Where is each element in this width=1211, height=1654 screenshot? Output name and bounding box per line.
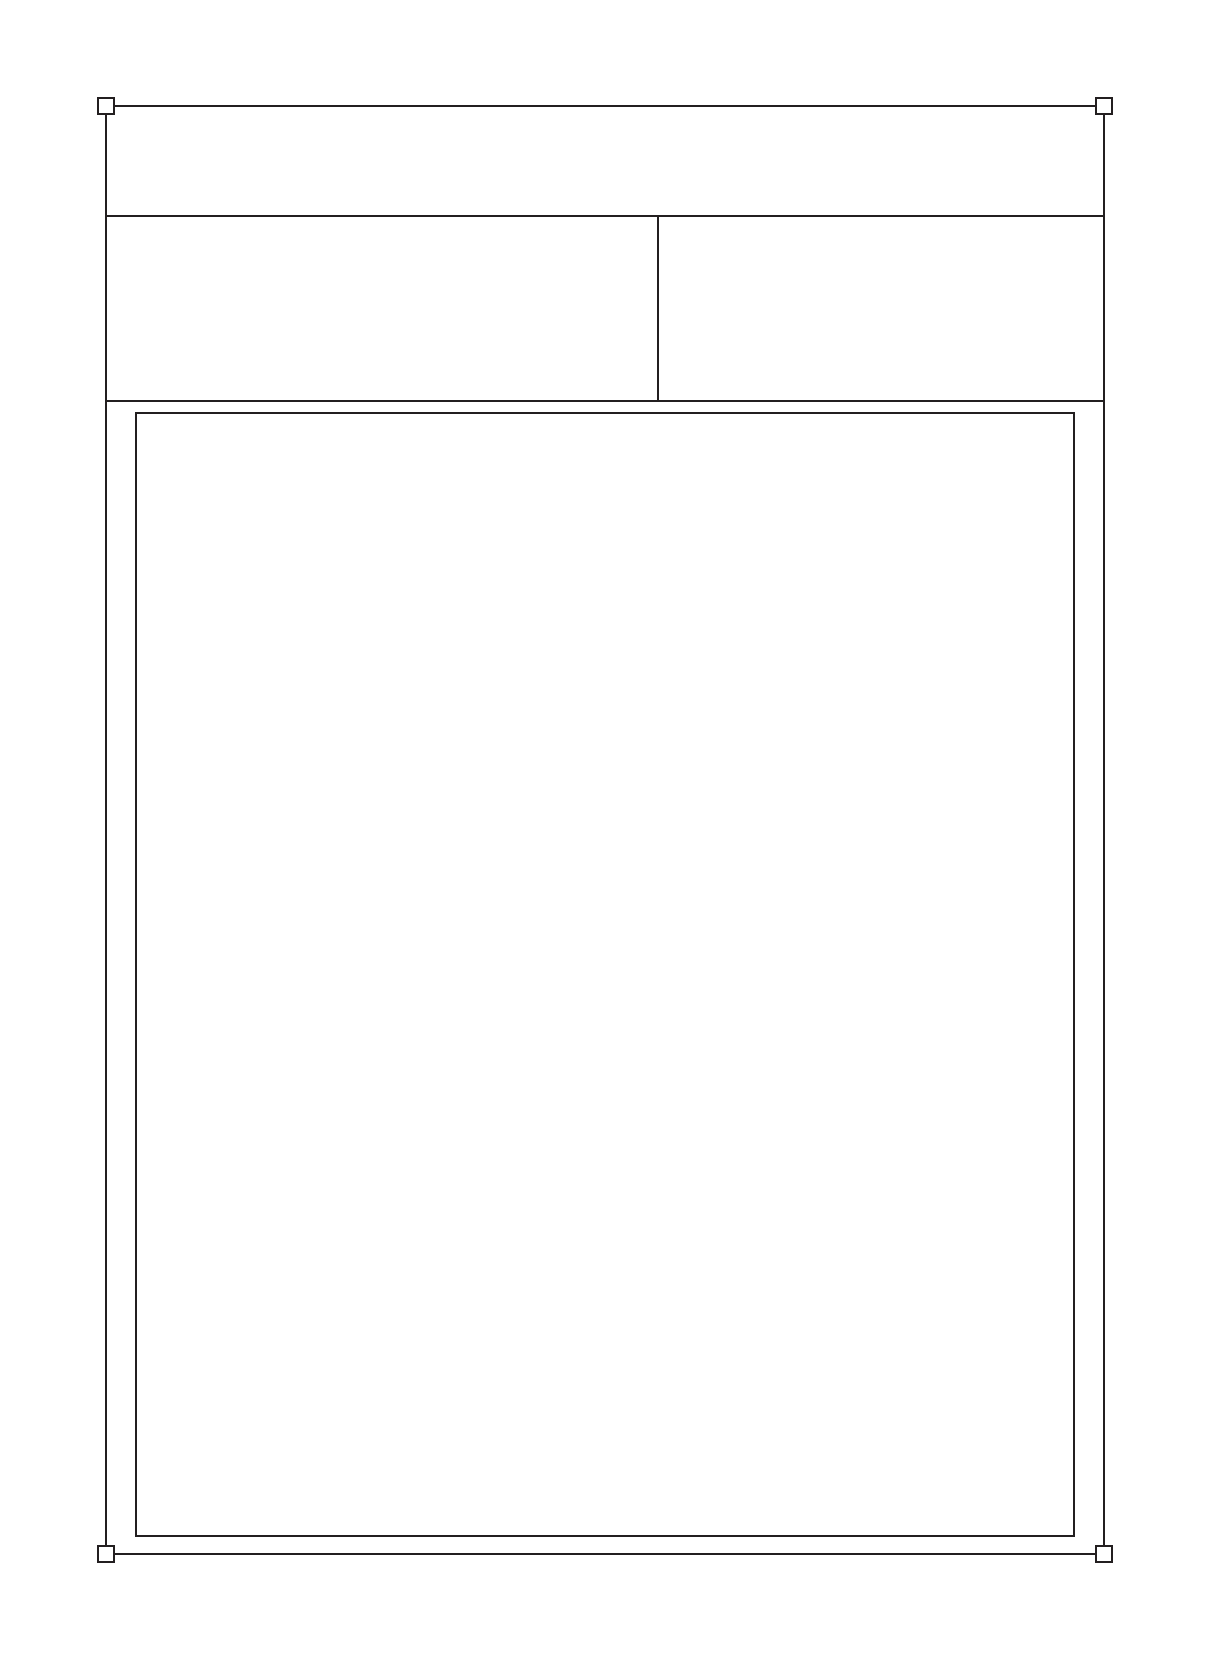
frame-corner — [1095, 1545, 1113, 1563]
title-section — [107, 107, 1103, 217]
content-frame — [105, 105, 1105, 1555]
page-footer — [1039, 1566, 1107, 1591]
directions-english — [225, 231, 635, 262]
question-grid — [135, 412, 1075, 1537]
frame-corner — [97, 1545, 115, 1563]
directions-section — [107, 215, 1103, 402]
directions-divider — [657, 215, 659, 400]
